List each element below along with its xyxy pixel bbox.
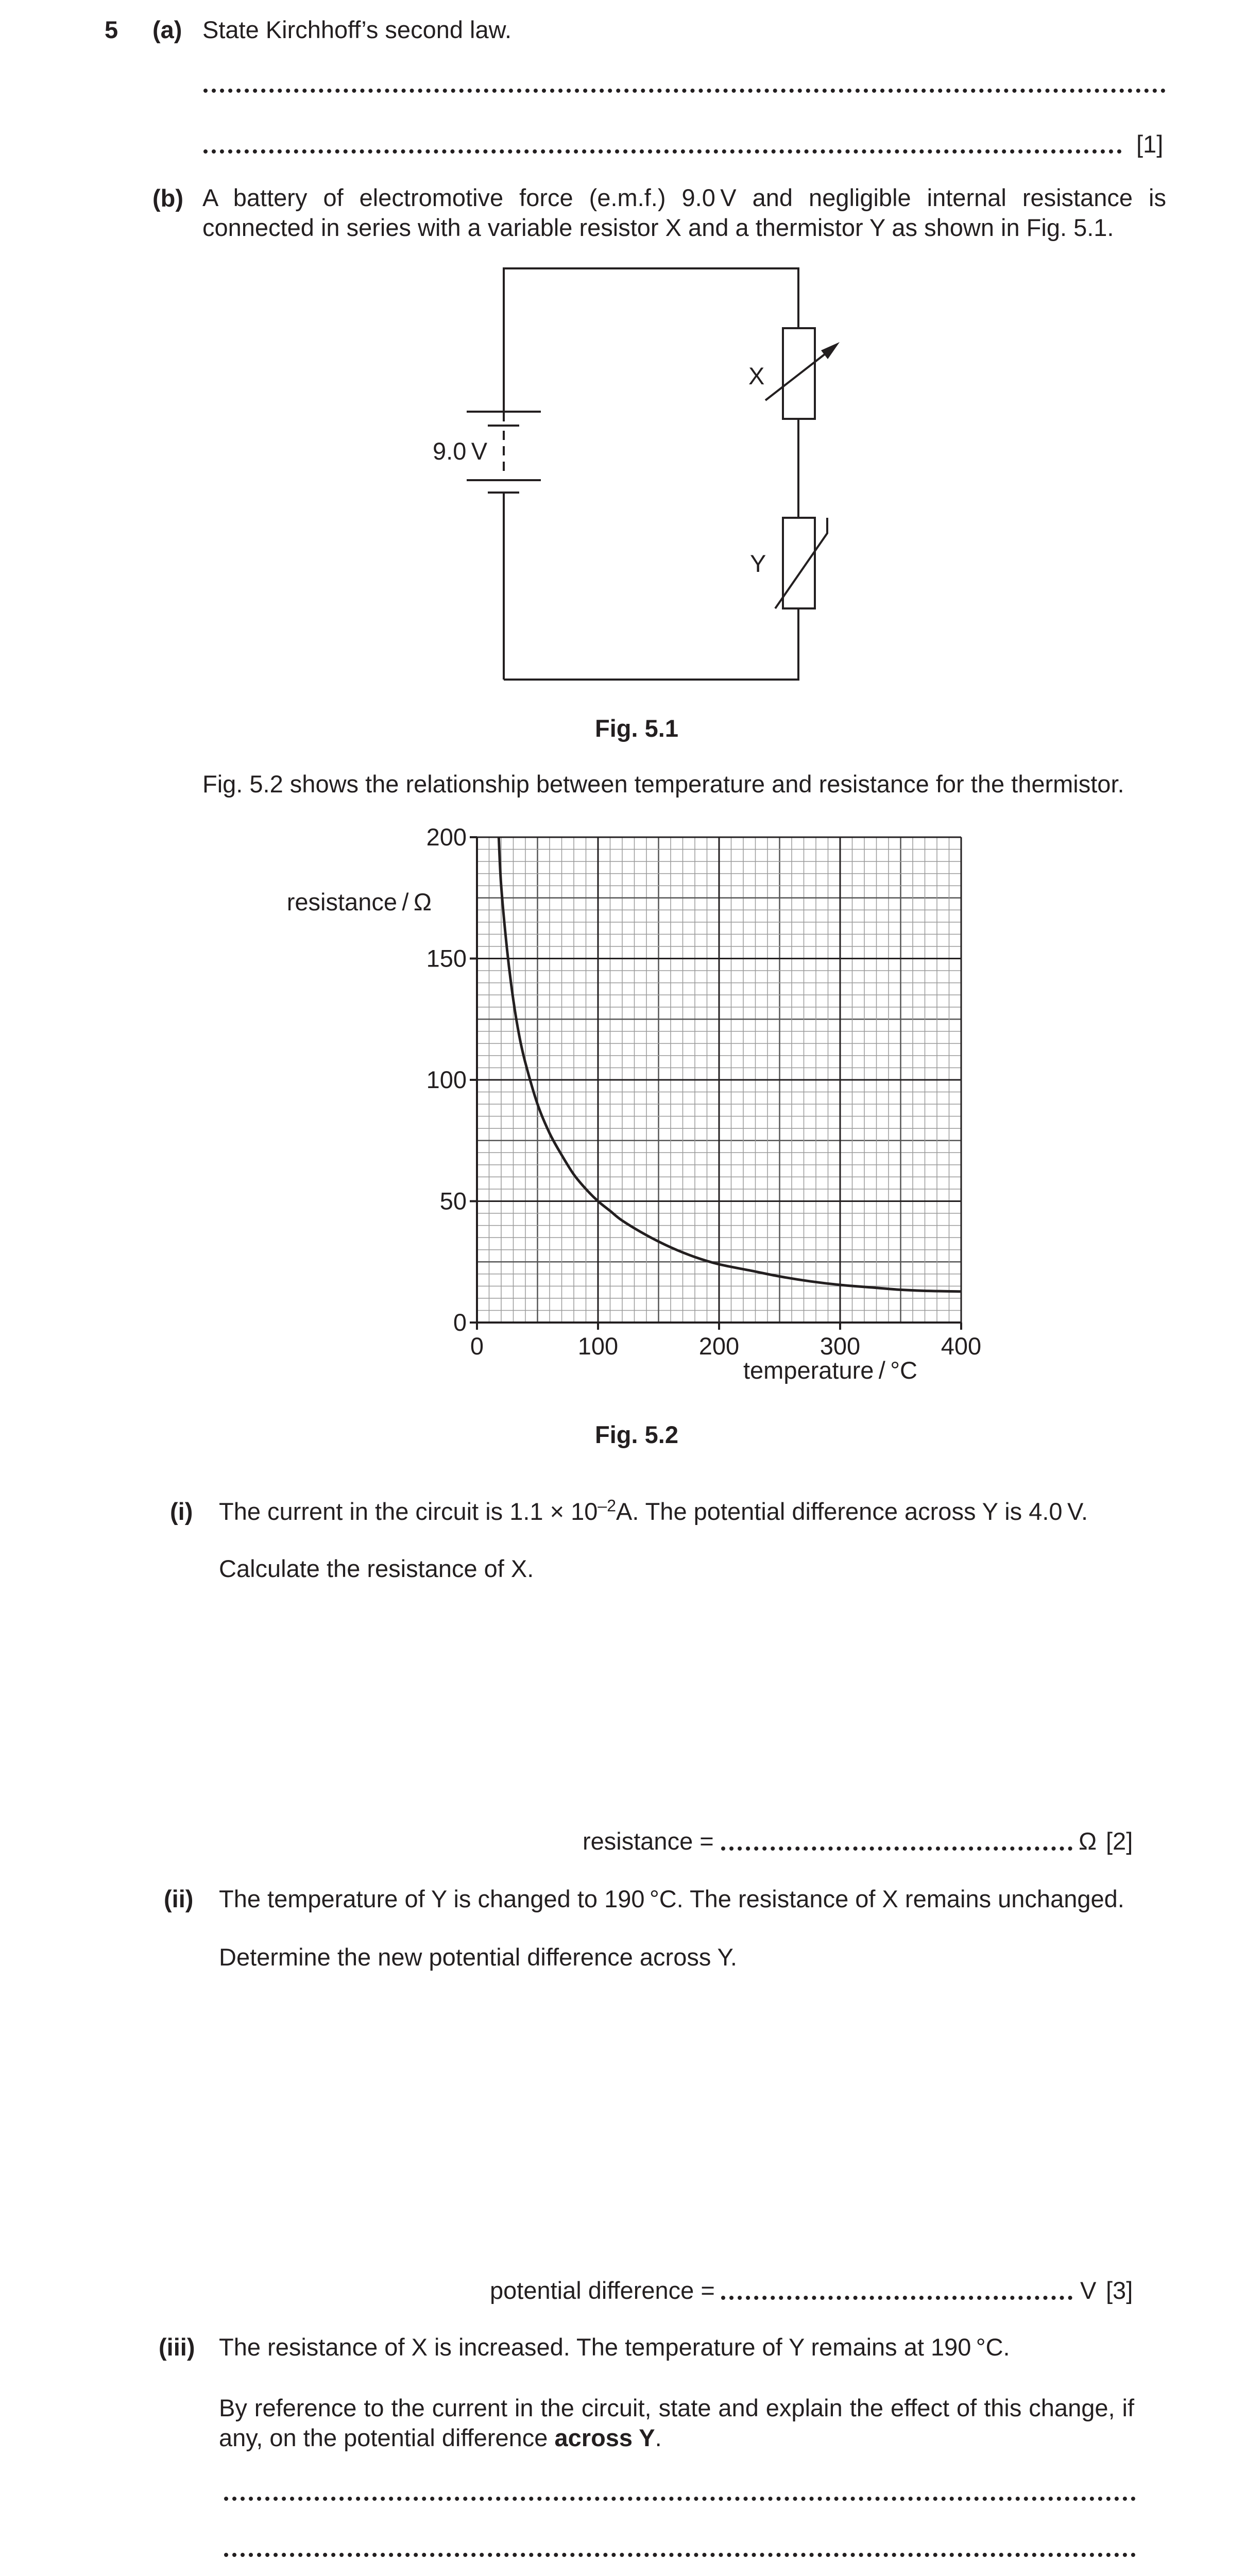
y-axis-label: resistance / Ω: [286, 888, 432, 916]
y-tick-label: 100: [426, 1066, 467, 1093]
resistance-temperature-chart: [0, 823, 1246, 1448]
part-a-mark: [1]: [1136, 130, 1164, 158]
x-tick-label: 300: [820, 1332, 861, 1360]
sub-ii-answer-prefix: potential difference =: [490, 2277, 715, 2304]
battery-label: 9.0 V: [433, 437, 488, 465]
circuit-diagram: [0, 0, 1246, 742]
x-tick-label: 0: [470, 1332, 484, 1360]
y-tick-label: 200: [426, 823, 467, 851]
sub-ii-mark: [3]: [1106, 2277, 1133, 2304]
x-axis-label: temperature / °C: [743, 1357, 918, 1384]
part-a-prompt: State Kirchhoff’s second law.: [202, 16, 512, 43]
answer-line-iii-1[interactable]: [224, 2497, 1136, 2501]
sub-i-line1: [219, 1497, 1088, 1526]
sub-iii-line2-post: .: [655, 2424, 662, 2451]
sub-ii-label: (ii): [164, 1885, 194, 1912]
sub-i-answer-prefix: resistance =: [583, 1827, 714, 1855]
resistance-answer-field[interactable]: [721, 1846, 1072, 1851]
sub-i-line1-post: A. The potential difference across Y is 4.0 V.: [616, 1498, 1088, 1525]
sub-i-label: (i): [170, 1498, 193, 1525]
axes: [471, 837, 961, 1329]
series-line: [499, 837, 961, 1292]
x-tick-labels: [470, 1323, 981, 1360]
y-tick-label: 50: [439, 1187, 467, 1215]
x-tick-label: 400: [941, 1332, 982, 1360]
sub-iii-label: (iii): [159, 2333, 195, 2361]
potential-difference-answer-field[interactable]: [721, 2296, 1072, 2300]
x-tick-label: 200: [698, 1332, 740, 1360]
sub-i-line1-pre: The current in the circuit is 1.1 × 10: [219, 1498, 598, 1525]
resistor-label: X: [748, 362, 765, 389]
y-tick-label: 150: [426, 944, 467, 972]
sub-iii-line2-pre: By reference to the current in the circuit, state and explain the effect of this change, if any, on the potential difference: [219, 2394, 1134, 2451]
sub-i-exponent: –2: [598, 1496, 616, 1515]
answer-line-iii-2[interactable]: [224, 2553, 1136, 2557]
sub-ii-unit: V: [1080, 2277, 1097, 2304]
circuit-wire: [504, 268, 798, 680]
thermistor-body: [783, 518, 815, 608]
sub-i-line2: Calculate the resistance of X.: [219, 1555, 534, 1582]
sub-ii-line2: Determine the new potential difference across Y.: [219, 1943, 737, 1971]
sub-iii-line2: [219, 2393, 1134, 2453]
arrow-head-icon: [821, 342, 840, 359]
fig-5-2-caption: Fig. 5.2: [595, 1421, 678, 1448]
question-number: 5: [105, 16, 118, 43]
y-tick-label: 0: [453, 1309, 467, 1336]
sub-ii-line1: The temperature of Y is changed to 190 °C. The resistance of X remains unchanged.: [219, 1885, 1124, 1912]
sub-i-mark: [2]: [1106, 1827, 1133, 1855]
fig-5-1-caption: Fig. 5.1: [595, 715, 678, 742]
sub-iii-line1: The resistance of X is increased. The temperature of Y remains at 190 °C.: [219, 2333, 1010, 2361]
part-a-label: (a): [152, 16, 182, 43]
sub-i-unit: Ω: [1079, 1827, 1097, 1855]
y-tick-labels: [426, 823, 477, 1336]
part-b-intro: A battery of electromotive force (e.m.f.) 9.0 V and negligible internal resistance is connected in series with a variable resistor X and a thermistor Y as shown in Fig. 5.1.: [202, 184, 1166, 241]
graph-intro: Fig. 5.2 shows the relationship between temperature and resistance for the thermistor.: [202, 770, 1124, 798]
x-tick-label: 100: [577, 1332, 619, 1360]
part-b-label: (b): [152, 184, 184, 212]
sub-iii-line2-bold: across Y: [554, 2424, 655, 2451]
thermistor-label: Y: [750, 550, 766, 577]
